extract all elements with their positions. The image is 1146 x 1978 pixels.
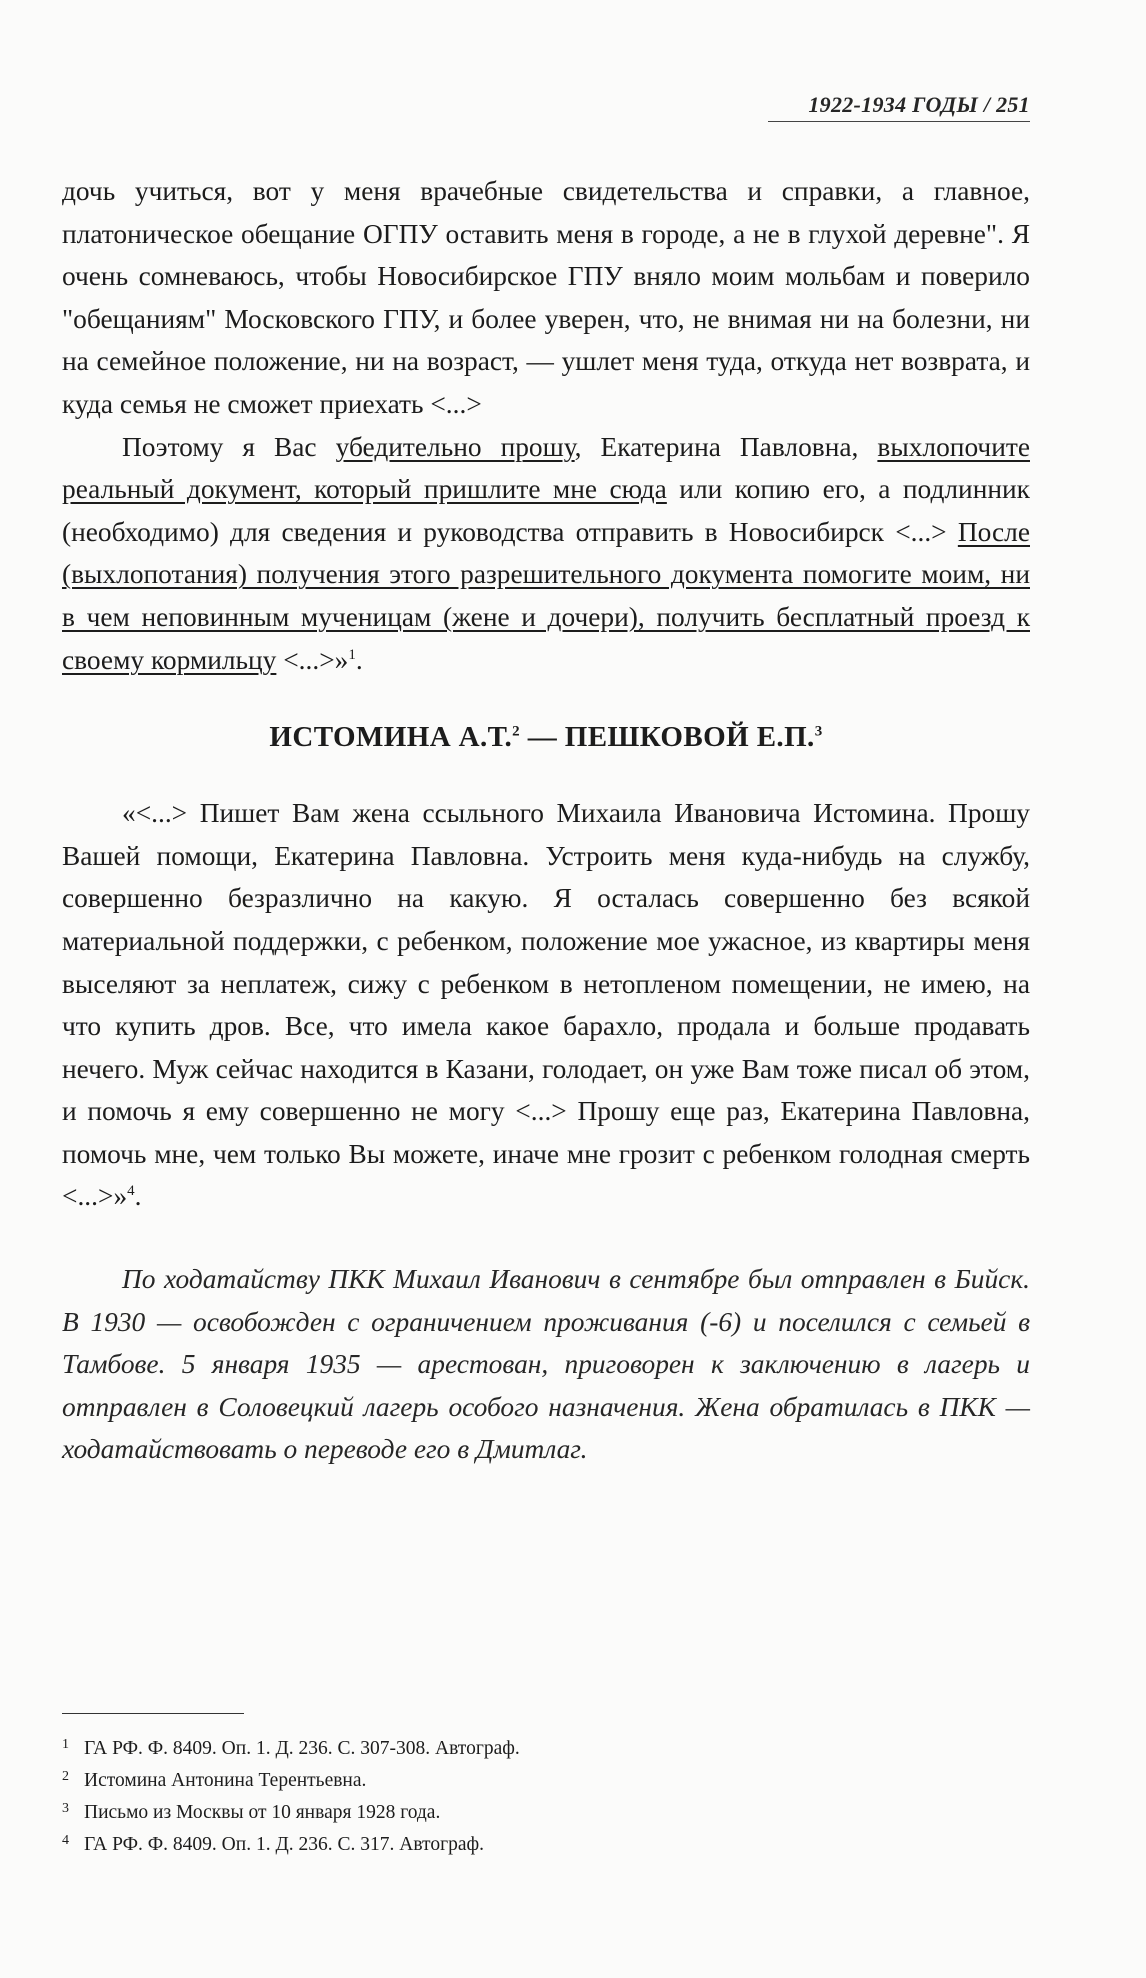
underlined-phrase-2: выхлопочите реальный документ, который пришлите мне сюда — [62, 431, 1030, 505]
footnote-4 — [62, 1827, 1030, 1859]
footnote-text: Истомина Антонина Терентьевна. — [84, 1770, 367, 1791]
paragraph-istomina-letter — [62, 792, 1030, 1218]
footnote-text: ГА РФ. Ф. 8409. Оп. 1. Д. 236. С. 317. Автограф. — [84, 1834, 484, 1855]
editorial-note: По ходатайству ПКК Михаил Иванович в сентябре был отправлен в Бийск. В 1930 — освобожден с ограничением проживания (-6) и поселился с семьей в Тамбове. 5 января 1935 — арестован, приговорен к заключению в лагерь и отправлен в Соловецкий лагерь особого назначения. Жена обратилась в ПКК — ходатайствовать о переводе его в Дмитлаг. — [62, 1264, 1030, 1465]
istomina-letter-text: «<...> Пишет Вам жена ссыльного Михаила Ивановича Истомина. Прошу Вашей помощи, Екатерина Павловна. Устроить меня куда-нибудь на службу, совершенно безразлично на какую. Я осталась совершенно без всякой материальной поддержки, с ребенком, положение мое ужасное, из квартиры меня выселяют за неплатеж, сижу с ребенком в нетопленом помещении, не имею, на что купить дров. Все, что имела какое барахло, продала и больше продавать нечего. Муж сейчас находится в Казани, голодает, он уже Вам тоже писал об этом, и помочь я ему совершенно не могу <...> Прошу еще раз, Екатерина Павловна, помочь мне, чем только Вы можете, иначе мне грозит с ребенком голодная смерть <...>» — [62, 798, 1030, 1212]
running-head-rule — [768, 121, 1030, 122]
heading-recipient: — ПЕШКОВОЙ Е.П. — [520, 721, 815, 754]
footnote-ref-4: 4 — [127, 1183, 135, 1200]
heading-sender: ИСТОМИНА А.Т. — [269, 721, 513, 754]
footnote-mark: 1 — [62, 1737, 69, 1752]
footnote-separator — [62, 1713, 244, 1714]
paragraph-letter-continuation: дочь учиться, вот у меня врачебные свидетельства и справки, а главное, платоническое обещание ОГПУ оставить меня в городе, а не в глухой деревне". Я очень сомневаюсь, чтобы Новосибирское ГПУ вняло моим мольбам и поверило "обещаниям" Московского ГПУ, и более уверен, что, не внимая ни на болезни, ни на семейное положение, ни на возраст, — ушлет меня туда, откуда нет возврата, и куда семья не сможет приехать <...> — [62, 176, 1030, 419]
underlined-phrase-3: После (выхлопотания) получения этого разрешительного документа помогите моим, ни в чем неповинным мученицам (жене и дочери), получить бесплатный проезд к своему кормильцу — [62, 516, 1030, 675]
request-text-1: Поэтому я Вас — [122, 431, 336, 462]
paragraph-request — [62, 426, 1030, 682]
request-text-2: , Екатерина Павловна, — [574, 431, 878, 462]
footnote-ref-2: 2 — [512, 723, 521, 740]
footnotes — [62, 1731, 1030, 1859]
footnote-text: ГА РФ. Ф. 8409. Оп. 1. Д. 236. С. 307-308. Автограф. — [84, 1738, 520, 1759]
footnote-text: Письмо из Москвы от 10 января 1928 года. — [84, 1802, 441, 1823]
request-text-4: <...>» — [276, 644, 349, 675]
footnote-mark: 2 — [62, 1769, 69, 1784]
footnote-2 — [62, 1763, 1030, 1795]
footnote-mark: 4 — [62, 1833, 69, 1848]
request-text-end: . — [355, 644, 363, 675]
footnote-3 — [62, 1795, 1030, 1827]
request-text-3: или копию его, а подлинник (необходимо) для сведения и руководства отправить в Новосибирск <...> — [62, 474, 1030, 547]
footnote-1 — [62, 1731, 1030, 1763]
underlined-phrase-1: убедительно прошу — [335, 431, 575, 462]
istomina-letter-end: . — [134, 1181, 142, 1212]
page-body — [62, 170, 1030, 1471]
footnote-ref-1: 1 — [348, 646, 356, 663]
footnote-ref-3: 3 — [814, 723, 823, 740]
section-heading — [62, 721, 1030, 754]
running-head: 1922-1934 ГОДЫ / 251 — [808, 92, 1030, 117]
footnote-mark: 3 — [62, 1801, 69, 1816]
